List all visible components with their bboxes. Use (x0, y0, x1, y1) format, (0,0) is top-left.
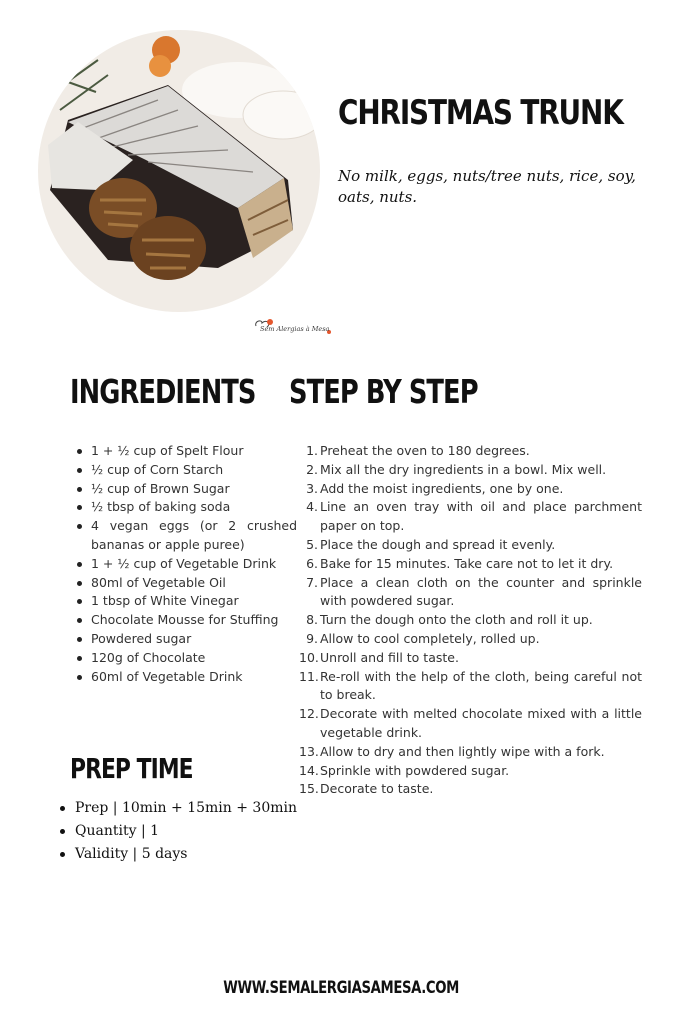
step-item: 10. Unroll and fill to taste. (299, 649, 459, 665)
list-item: Validity | 5 days (60, 843, 320, 866)
step-item: 2. Mix all the dry ingredients in a bowl. Mix well. (306, 461, 607, 477)
list-item: Prep | 10min + 15min + 30min (60, 797, 320, 820)
step-item: 1. Preheat the oven to 180 degrees. (306, 443, 530, 458)
list-item: Quantity | 1 (60, 820, 320, 843)
list-item: Chocolate Mousse for Stuffing (77, 611, 297, 630)
prep-time-list (60, 797, 320, 866)
cake-photo (38, 30, 320, 312)
steps-list (299, 442, 642, 799)
list-item: Powdered sugar (77, 630, 297, 649)
logo-text: Sem Alergias à Mesa (260, 325, 330, 333)
website-url (0, 978, 683, 998)
list-item: 4 vegan eggs (or 2 crushed bananas or apple puree) (77, 517, 297, 555)
website-text: WWW.SEMALERGIASAMESA.COM (223, 978, 460, 998)
list-item: 80ml of Vegetable Oil (77, 574, 297, 593)
recipe-title: CHRISTMAS TRUNK (338, 93, 623, 133)
brand-logo (250, 318, 334, 344)
step-item: 15. Decorate to taste. (299, 781, 434, 797)
list-item: ½ cup of Corn Starch (77, 461, 297, 480)
prep-time-heading: PREP TIME (70, 752, 193, 785)
step-item: 14. Sprinkle with powdered sugar. (299, 762, 510, 778)
list-item: 1 + ½ cup of Vegetable Drink (77, 555, 297, 574)
step-item: 9. Allow to cool completely, rolled up. (306, 630, 540, 646)
step-item: 11. Re-roll with the help of the cloth, being careful not to break. (299, 668, 642, 703)
steps-heading: STEP BY STEP (289, 372, 478, 411)
list-item: ½ tbsp of baking soda (77, 498, 297, 517)
list-item: 1 tbsp of White Vinegar (77, 592, 297, 611)
step-item: 6. Bake for 15 minutes. Take care not to let it dry. (306, 555, 614, 571)
step-item: 7. Place a clean cloth on the counter and sprinkle with powdered sugar. (306, 574, 642, 609)
list-item: 1 + ½ cup of Spelt Flour (77, 442, 297, 461)
ingredients-heading: INGREDIENTS (70, 372, 256, 411)
list-item: 60ml of Vegetable Drink (77, 668, 297, 687)
step-item: 13. Allow to dry and then lightly wipe with a fork. (299, 743, 605, 759)
step-item: 5. Place the dough and spread it evenly. (306, 536, 556, 552)
step-item: 8. Turn the dough onto the cloth and roll it up. (306, 612, 593, 628)
recipe-subtitle: No milk, eggs, nuts/tree nuts, rice, soy, oats, nuts. (338, 167, 636, 206)
ingredients-list (77, 442, 297, 686)
step-item: 4. Line an oven tray with oil and place parchment paper on top. (306, 499, 642, 534)
list-item: 120g of Chocolate (77, 649, 297, 668)
step-item: 3. Add the moist ingredients, one by one. (306, 480, 564, 496)
list-item: ½ cup of Brown Sugar (77, 480, 297, 499)
step-item: 12. Decorate with melted chocolate mixed with a little vegetable drink. (299, 706, 642, 740)
